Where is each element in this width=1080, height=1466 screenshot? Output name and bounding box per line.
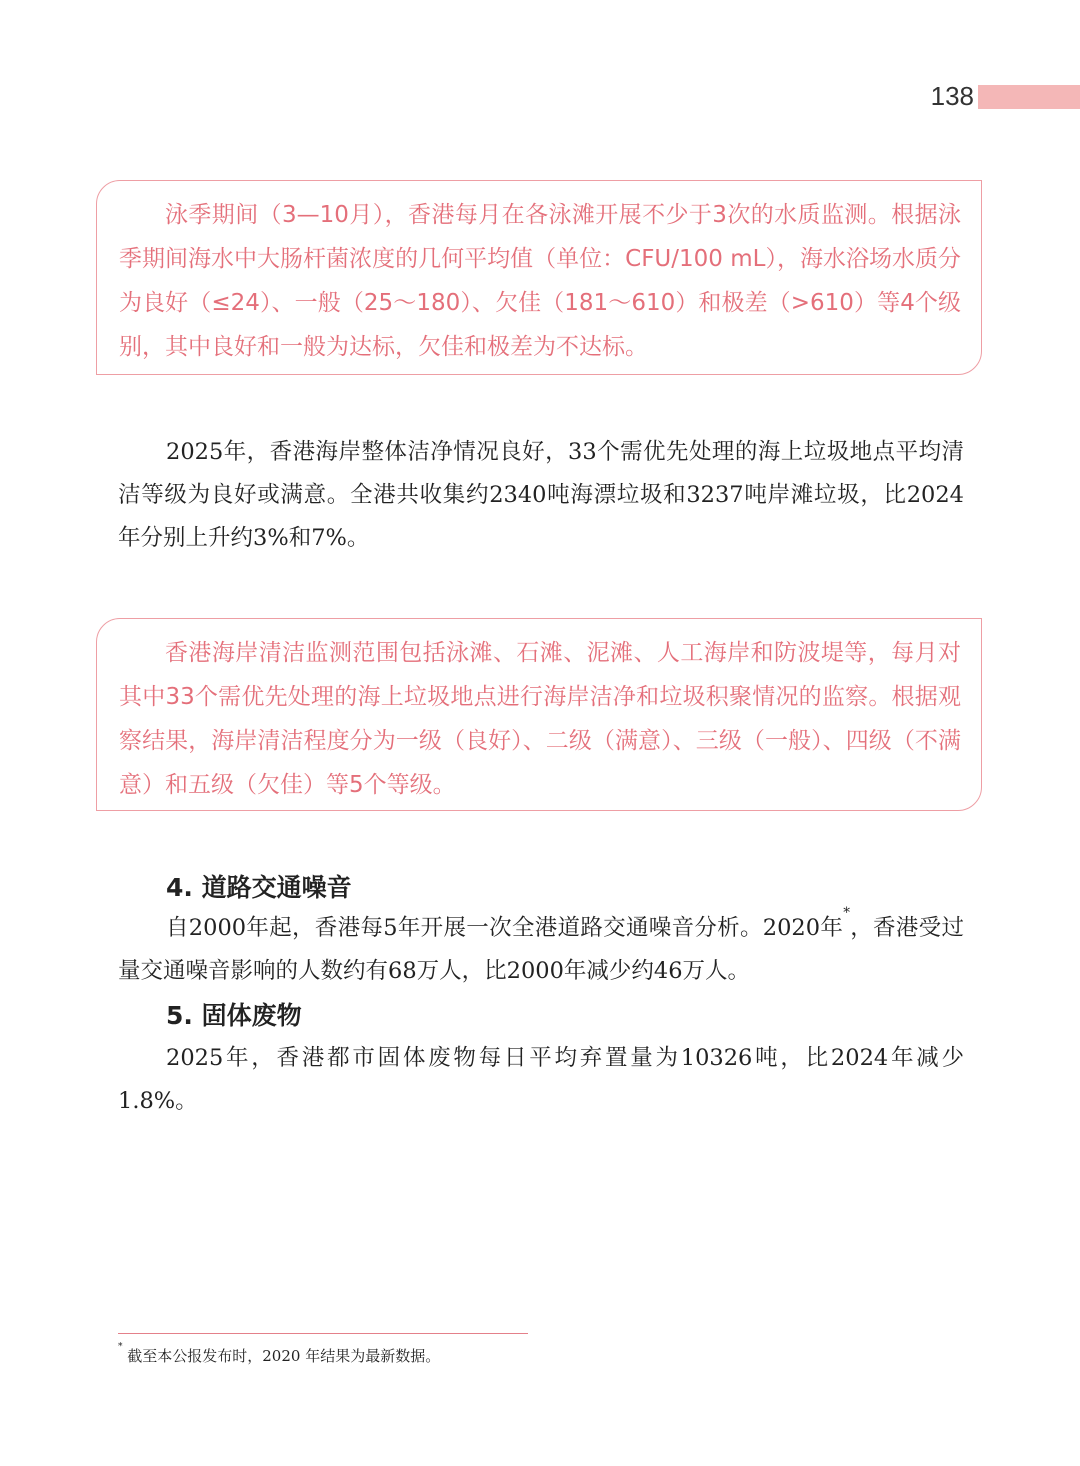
- note-text: 香港海岸清洁监测范围包括泳滩、石滩、泥滩、人工海岸和防波堤等，每月对其中33个需优先处理的海上垃圾地点进行海岸洁净和垃圾积聚情况的监察。根据观察结果，海岸清洁程度分为一级（良好）、二级（满意）、三级（一般）、四级（不满意）和五级（欠佳）等5个等级。: [119, 640, 961, 798]
- paragraph-text-continued: ，香港受过量交通噪音影响的人数约有68万人，比2000年减少约46万人。: [118, 915, 964, 984]
- footnote-mark: *: [118, 1342, 123, 1352]
- footnote-divider: [118, 1333, 528, 1334]
- road-traffic-noise-paragraph: [118, 907, 964, 993]
- footnote-marker: *: [843, 905, 850, 921]
- solid-waste-paragraph: [118, 1037, 964, 1123]
- paragraph-text: 2025年，香港都市固体废物每日平均弃置量为10326吨，比2024年减少1.8%。: [118, 1045, 964, 1114]
- coastal-cleanliness-paragraph: [118, 431, 964, 560]
- swimming-beach-water-quality-note: [96, 180, 982, 375]
- paragraph-text: 自2000年起，香港每5年开展一次全港道路交通噪音分析。2020年: [166, 915, 844, 941]
- footnote-text: 截至本公报发布时，2020 年结果为最新数据。: [122, 1347, 441, 1365]
- paragraph-text: 2025年，香港海岸整体洁净情况良好，33个需优先处理的海上垃圾地点平均清洁等级为良好或满意。全港共收集约2340吨海漂垃圾和3237吨岸滩垃圾，比2024年分别上升约3%和7%。: [118, 439, 964, 551]
- section-heading-road-traffic-noise: 4. 道路交通噪音: [166, 873, 352, 902]
- section-heading-solid-waste: 5. 固体废物: [166, 1001, 302, 1030]
- note-text: 泳季期间（3—10月），香港每月在各泳滩开展不少于3次的水质监测。根据泳季期间海水中大肠杆菌浓度的几何平均值（单位：CFU/100 mL），海水浴场水质分为良好（≤24）、一般（25～180）、欠佳（181～610）和极差（>610）等4个级别，其中良好和一般为达标，欠佳和极差为不达标。: [119, 202, 961, 360]
- page-tab-decoration: [978, 85, 1080, 109]
- footnote: [118, 1343, 818, 1369]
- page-number: 138: [930, 81, 974, 111]
- coastal-cleanliness-monitoring-note: [96, 618, 982, 811]
